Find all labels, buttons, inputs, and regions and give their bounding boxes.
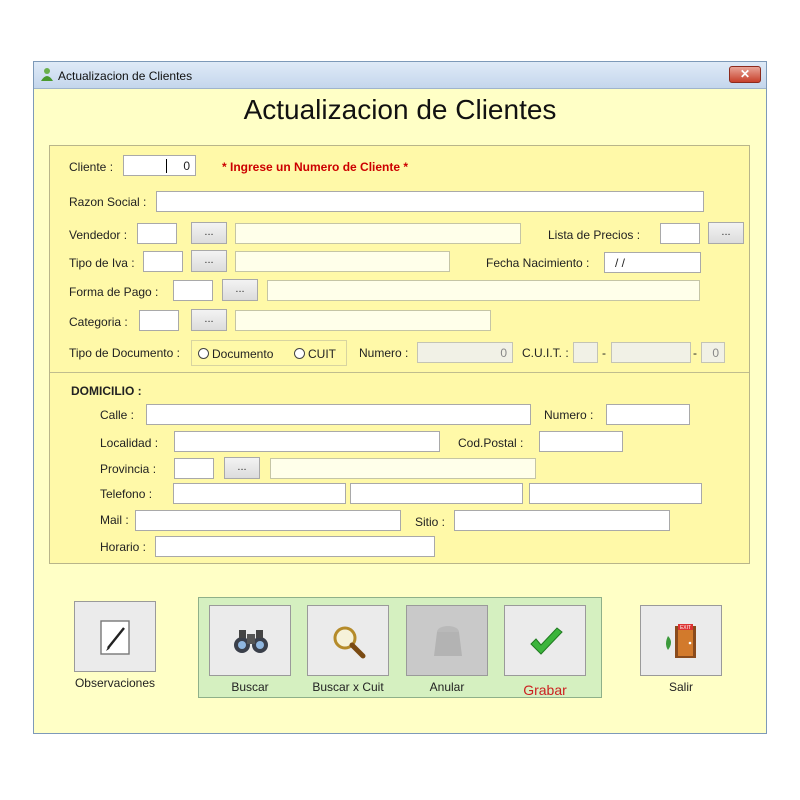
buscar-cuit-button[interactable] <box>307 605 389 676</box>
tipo-iva-lookup-button[interactable]: ... <box>191 250 227 272</box>
categoria-lookup-button[interactable]: ... <box>191 309 227 331</box>
numero-label: Numero : <box>544 408 594 422</box>
observaciones-button[interactable] <box>74 601 156 672</box>
fecha-nacimiento-label: Fecha Nacimiento : <box>486 256 590 270</box>
mail-input[interactable] <box>135 510 401 531</box>
categoria-label: Categoria : <box>69 315 128 329</box>
cuit-prefix-input[interactable] <box>573 342 598 363</box>
anular-button[interactable] <box>406 605 488 676</box>
exit-door-icon <box>662 622 702 662</box>
cuit-separator-1: - <box>602 346 606 360</box>
title-bar <box>34 62 766 89</box>
vendedor-lookup-button[interactable]: ... <box>191 222 227 244</box>
buscar-cuit-label: Buscar x Cuit <box>312 680 384 694</box>
action-group <box>198 597 602 698</box>
binoculars-icon <box>231 622 271 662</box>
close-button[interactable] <box>729 66 761 83</box>
tipo-iva-label: Tipo de Iva : <box>69 256 135 270</box>
cuit-separator-2: - <box>693 346 697 360</box>
cuit-number-input[interactable] <box>611 342 691 363</box>
forma-pago-lookup-button[interactable]: ... <box>222 279 258 301</box>
provincia-label: Provincia : <box>100 462 157 476</box>
sitio-label: Sitio : <box>415 515 446 529</box>
cod-postal-input[interactable] <box>539 431 623 452</box>
razon-social-label: Razon Social : <box>69 195 147 209</box>
window-title: Actualizacion de Clientes <box>58 69 193 83</box>
cancel-person-icon <box>428 622 468 662</box>
numero-doc-label: Numero : <box>359 346 409 360</box>
razon-social-input[interactable] <box>156 191 704 212</box>
cuit-check-digit-input[interactable]: 0 <box>701 342 725 363</box>
app-users-icon <box>40 67 54 81</box>
cliente-input[interactable]: 0 <box>123 155 196 176</box>
text-cursor <box>166 159 167 173</box>
grabar-button[interactable] <box>504 605 586 676</box>
buscar-button[interactable] <box>209 605 291 676</box>
telefono-input-3[interactable] <box>529 483 702 504</box>
domicilio-heading: DOMICILIO : <box>71 384 142 398</box>
cliente-label: Cliente : <box>69 160 114 174</box>
vendedor-label: Vendedor : <box>69 228 128 242</box>
forma-pago-code-input[interactable] <box>173 280 213 301</box>
window <box>33 61 767 734</box>
vendedor-name-field <box>235 223 521 244</box>
forma-pago-name-field <box>267 280 700 301</box>
lista-precios-lookup-button[interactable]: ... <box>708 222 744 244</box>
tipo-documento-label: Tipo de Documento : <box>69 346 180 360</box>
lista-precios-input[interactable] <box>660 223 700 244</box>
vendedor-code-input[interactable] <box>137 223 177 244</box>
telefono-input-2[interactable] <box>350 483 523 504</box>
horario-input[interactable] <box>155 536 435 557</box>
calle-label: Calle : <box>100 408 135 422</box>
categoria-code-input[interactable] <box>139 310 179 331</box>
observaciones-label: Observaciones <box>74 676 156 690</box>
calle-input[interactable] <box>146 404 531 425</box>
page-title: Actualizacion de Clientes <box>243 94 557 125</box>
radio-cuit-label: CUIT <box>308 347 336 361</box>
radio-cuit[interactable] <box>294 348 305 359</box>
close-icon: ✕ <box>739 67 751 81</box>
tipo-iva-code-input[interactable] <box>143 251 183 272</box>
section-divider <box>50 372 749 373</box>
buscar-label: Buscar <box>231 680 269 694</box>
grabar-label: Grabar <box>523 682 567 698</box>
checkmark-icon <box>526 622 566 662</box>
localidad-input[interactable] <box>174 431 440 452</box>
localidad-label: Localidad : <box>100 436 159 450</box>
mail-label: Mail : <box>100 513 129 527</box>
cliente-hint: * Ingrese un Numero de Cliente * <box>222 160 409 174</box>
lista-precios-label: Lista de Precios : <box>548 228 641 242</box>
provincia-name-field <box>270 458 536 479</box>
radio-documento-label: Documento <box>212 347 274 361</box>
salir-button[interactable] <box>640 605 722 676</box>
telefono-input-1[interactable] <box>173 483 346 504</box>
forma-pago-label: Forma de Pago : <box>69 285 159 299</box>
provincia-code-input[interactable] <box>174 458 214 479</box>
sitio-input[interactable] <box>454 510 670 531</box>
cod-postal-label: Cod.Postal : <box>458 436 524 450</box>
tipo-iva-name-field <box>235 251 450 272</box>
telefono-label: Telefono : <box>100 487 153 501</box>
radio-documento[interactable] <box>198 348 209 359</box>
magnifier-icon <box>329 622 369 662</box>
client-form-panel <box>49 145 750 564</box>
tipo-documento-group <box>191 340 347 366</box>
horario-label: Horario : <box>100 540 147 554</box>
categoria-name-field <box>235 310 491 331</box>
numero-doc-input[interactable]: 0 <box>417 342 513 363</box>
provincia-lookup-button[interactable]: ... <box>224 457 260 479</box>
numero-input[interactable] <box>606 404 690 425</box>
notepad-pencil-icon <box>96 618 136 658</box>
fecha-nacimiento-input[interactable]: / / <box>604 252 701 273</box>
svg-text:EXIT: EXIT <box>679 625 692 631</box>
cuit-label: C.U.I.T. : <box>522 346 569 360</box>
salir-label: Salir <box>668 680 693 694</box>
anular-label: Anular <box>429 680 465 694</box>
